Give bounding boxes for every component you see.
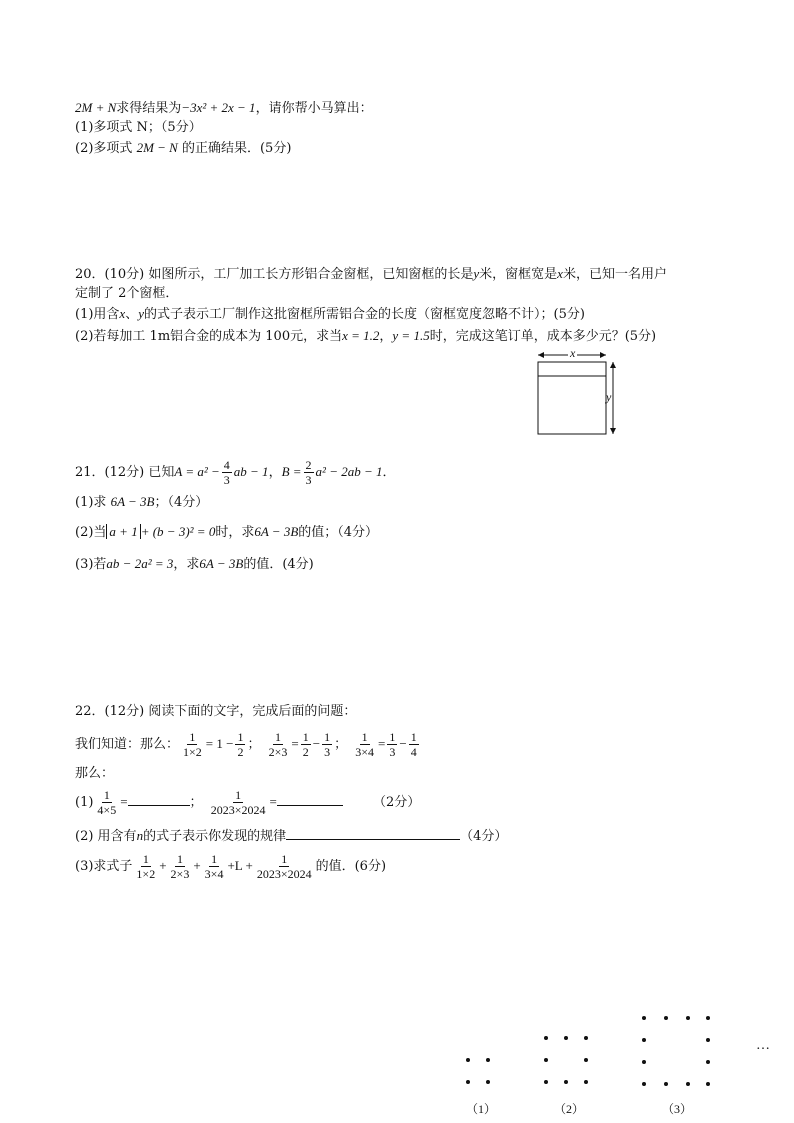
dot — [642, 1016, 646, 1020]
y-arrow-bottom — [610, 428, 616, 434]
dot — [664, 1016, 668, 1020]
q22-part3: (3)求式子 $\frac{1}{1\times 2}$ + $\frac{1}{2\times 3}$ + $\frac{1}{3\times 4}$ +L + $\frac{1}{2023\times 2024}$ 的值．(6分) — [75, 852, 387, 881]
dot — [486, 1080, 490, 1084]
figure-label-3: （3） — [662, 1102, 693, 1116]
dot — [564, 1036, 568, 1040]
q20-part2: (2)若每加工 1m铝合金的成本为 100元，求当x = 1.2，y = 1.5时，完成这笔订单，成本多少元？(5分) — [75, 328, 657, 344]
dot — [686, 1016, 690, 1020]
q22-part2: (2) 用含有n的式子表示你发现的规律 （4分） — [75, 828, 508, 844]
dot — [544, 1036, 548, 1040]
q20-line2: 定制了 2个窗框． — [75, 286, 179, 301]
dot — [486, 1058, 490, 1062]
fraction-4-3: $\frac{4}{3}$ — [223, 458, 230, 487]
q22-known: 我们知道：那么： $\frac{1}{1\times 2}$ = 1 − $\frac{1}{2}$ ； $\frac{1}{2\times 3}$ = $\frac{1}{2}$ − $\frac{1}{3}$ ； $\frac{1}{3\times 4}$ = $\frac{1}{3}$ − $\frac{1}{4}$ — [75, 730, 417, 759]
figure-label-2: （2） — [554, 1102, 585, 1116]
x-arrow-right — [600, 352, 606, 358]
answer-blank-2[interactable] — [277, 805, 343, 806]
q21-part1: (1)求 6A − 3B；（4分） — [75, 494, 209, 510]
dot — [584, 1058, 588, 1062]
dot — [466, 1058, 470, 1062]
pattern-ellipsis: … — [756, 1038, 770, 1053]
dot — [706, 1082, 710, 1086]
q22-part1: (1) $\frac{1}{4\times 5}$ = ； $\frac{1}{2023\times 2024}$ = （2分） — [75, 788, 421, 817]
dot — [642, 1082, 646, 1086]
fraction-2-3: $\frac{2}{3}$ — [305, 458, 312, 487]
q19-part2: (2)多项式 2M − N 的正确结果．(5分) — [75, 140, 292, 156]
dot — [706, 1016, 710, 1020]
dot — [686, 1082, 690, 1086]
fig-label-x: x — [570, 346, 576, 360]
dot — [664, 1082, 668, 1086]
q19-line1: 2M + N求得结果为−3x² + 2x − 1，请你帮小马算出： — [75, 100, 373, 116]
fig-label-y: y — [606, 390, 612, 404]
dot — [584, 1080, 588, 1084]
dot — [544, 1080, 548, 1084]
q20-line1: 20．(10分) 如图所示，工厂加工长方形铝合金窗框，已知窗框的长是y米，窗框宽是x米，已知一名用户 — [75, 266, 667, 282]
figure-label-1: （1） — [466, 1102, 497, 1116]
x-arrow-left — [538, 352, 544, 358]
dot — [584, 1036, 588, 1040]
dot — [642, 1060, 646, 1064]
answer-blank-rule[interactable] — [286, 839, 460, 840]
q20-part1: (1)用含x、y的式子表示工厂制作这批窗框所需铝合金的长度（窗框宽度忽略不计）；(5分) — [75, 306, 585, 322]
q21-part2: (2)当 a + 1 + (b − 3)² = 0时，求6A − 3B的值；（4分） — [75, 524, 379, 540]
dot — [466, 1080, 470, 1084]
q22-head: 22．(12分) 阅读下面的文字，完成后面的问题： — [75, 704, 357, 719]
q21-part3: (3)若ab − 2a² = 3，求6A − 3B的值．(4分) — [75, 556, 314, 572]
q19-part1: (1)多项式 N；（5分） — [75, 120, 202, 135]
dot — [564, 1080, 568, 1084]
dot — [706, 1038, 710, 1042]
dot — [706, 1060, 710, 1064]
dot — [544, 1058, 548, 1062]
dot — [642, 1038, 646, 1042]
answer-blank-1[interactable] — [128, 805, 190, 806]
q21-head: 21．(12分) 已知A = a² − $\frac{4}{3}$ ab − 1，B = $\frac{2}{3}$ a² − 2ab − 1． — [75, 458, 396, 487]
window-frame — [538, 362, 606, 434]
y-arrow-top — [610, 362, 616, 368]
q19-expr: 2M + N — [75, 100, 117, 115]
q22-then: 那么： — [75, 766, 115, 781]
